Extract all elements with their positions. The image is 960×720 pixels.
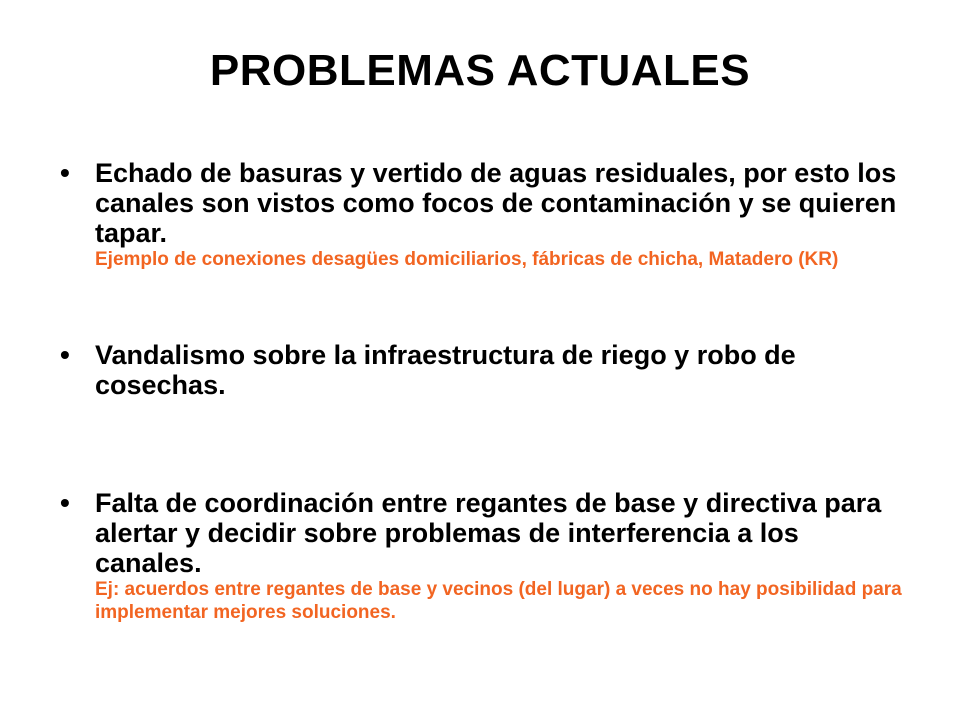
bullet-item-basuras [60,158,910,271]
bullet-body [95,488,910,624]
bullet-marker: • [60,339,70,370]
bullet-body [95,340,910,400]
bullet-text: Vandalismo sobre la infraestructura de riego y robo de cosechas. [95,340,796,400]
bullet-text: Echado de basuras y vertido de aguas residuales, por esto los canales son vistos como focos de contaminación y se quieren tapar. [95,158,897,248]
bullet-item-vandalismo [60,340,910,400]
bullet-text: Falta de coordinación entre regantes de base y directiva para alertar y decidir sobre problemas de interferencia a los canales. [95,488,882,578]
bullet-note: Ejemplo de conexiones desagües domiciliarios, fábricas de chicha, Matadero (KR) [95,249,839,270]
bullet-body [95,158,910,271]
slide-title: PROBLEMAS ACTUALES [209,46,751,95]
bullet-item-coordinacion [60,488,910,624]
bullet-marker: • [60,157,70,188]
bullet-note: Ej: acuerdos entre regantes de base y vecinos (del lugar) a veces no hay posibilidad para implementar mejores soluciones. [95,579,902,623]
bullet-marker: • [60,487,70,518]
